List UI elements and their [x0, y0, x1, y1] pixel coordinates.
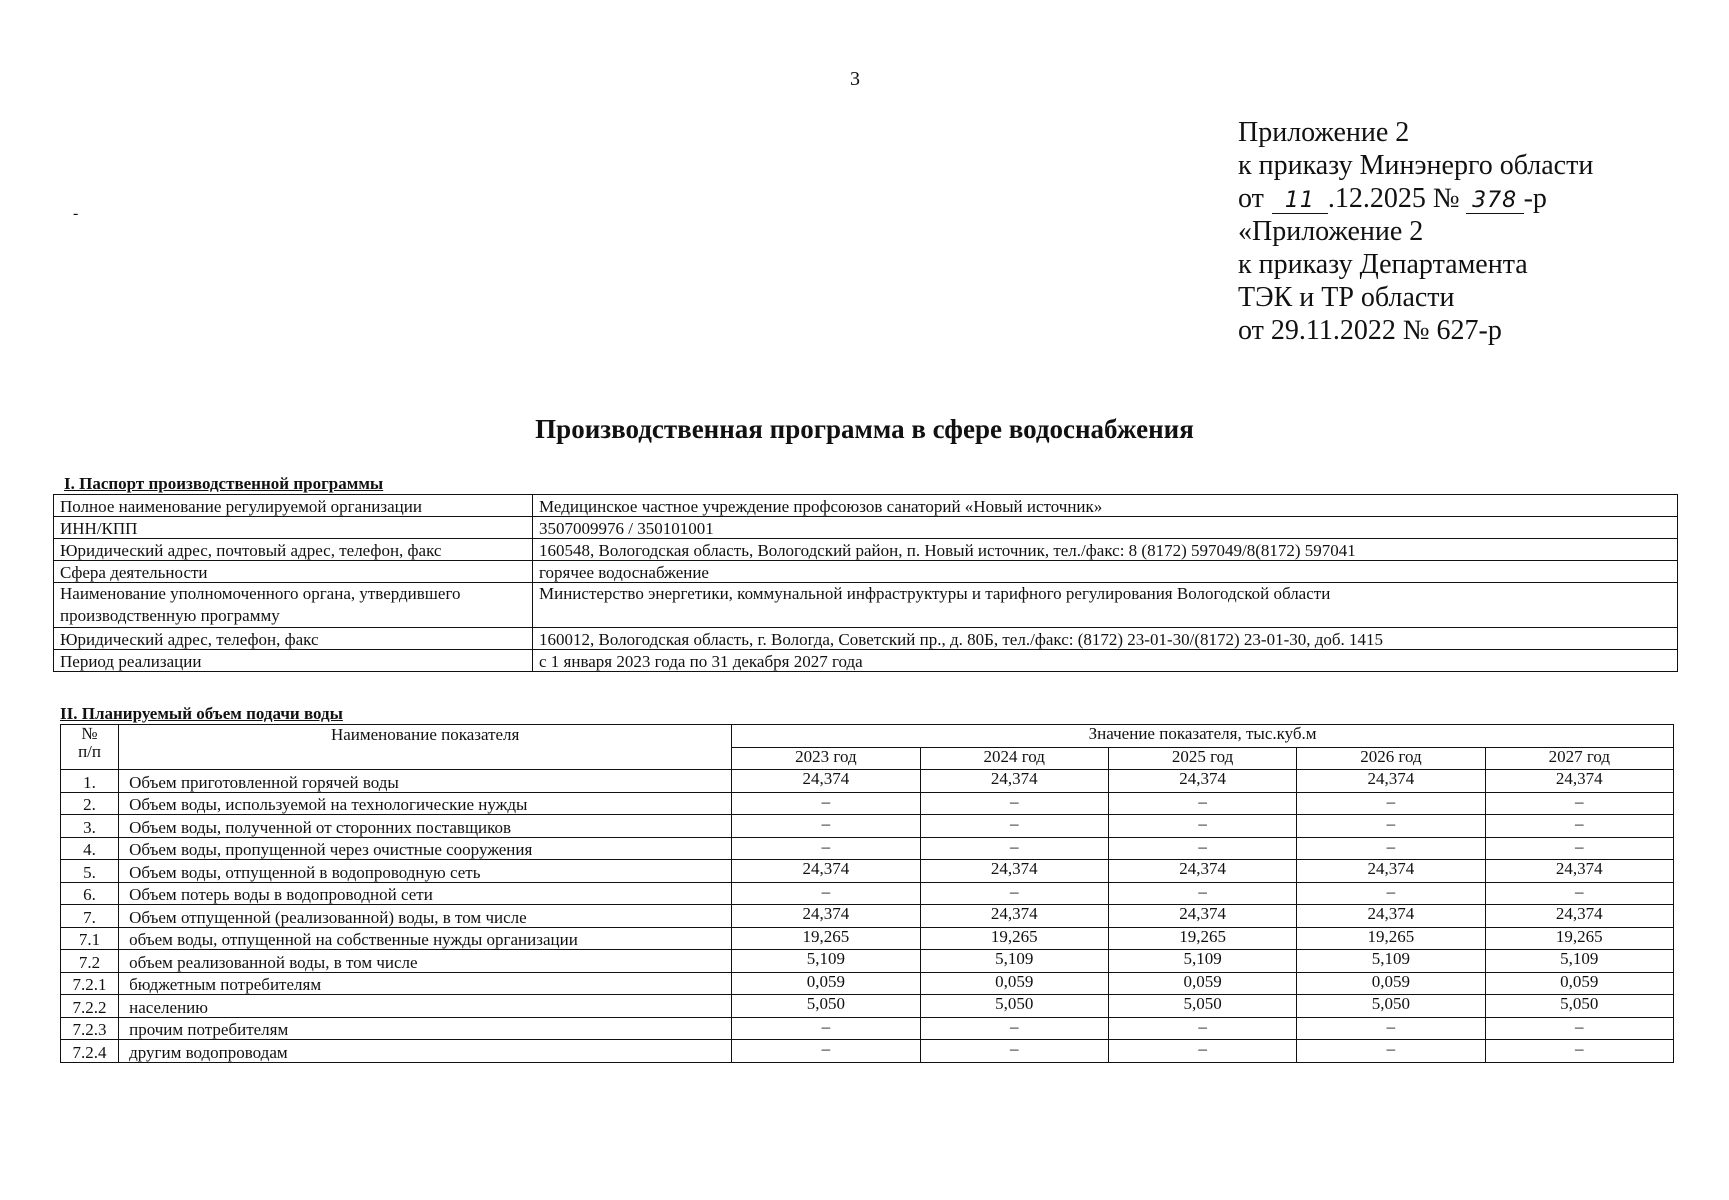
indicator-value: 24,374 [1297, 770, 1485, 793]
passport-table-body [54, 495, 1678, 672]
indicator-value: 24,374 [920, 860, 1108, 883]
indicator-value: 5,050 [1485, 995, 1673, 1018]
passport-key: Юридический адрес, телефон, факс [54, 628, 533, 650]
indicator-name: другим водопроводам [119, 1040, 732, 1063]
appendix-line-5: к приказу Департамента [1238, 249, 1528, 280]
document-title: Производственная программа в сфере водоснабжения [535, 414, 1194, 444]
passport-value: 3507009976 / 350101001 [533, 517, 1678, 539]
row-number: 7.2.3 [61, 1017, 119, 1040]
row-number: 7.1 [61, 927, 119, 950]
col-num-header [61, 725, 119, 770]
indicator-value: 19,265 [1108, 927, 1296, 950]
indicator-value: – [1108, 882, 1296, 905]
indicator-value: 24,374 [1485, 905, 1673, 928]
indicator-value: 24,374 [732, 770, 920, 793]
indicator-value: 19,265 [920, 927, 1108, 950]
appendix-line-4: «Приложение 2 [1238, 216, 1424, 247]
passport-key: Юридический адрес, почтовый адрес, телефон, факс [54, 539, 533, 561]
passport-value: с 1 января 2023 года по 31 декабря 2027 года [533, 650, 1678, 672]
passport-row [54, 583, 1678, 628]
indicator-value: 24,374 [732, 905, 920, 928]
indicator-value: – [732, 1017, 920, 1040]
section-1-heading: I. Паспорт производственной программы [64, 474, 384, 493]
indicator-value: – [1485, 1040, 1673, 1063]
indicator-value: 24,374 [1485, 770, 1673, 793]
indicator-value: – [1108, 1040, 1296, 1063]
indicator-value: 24,374 [1108, 770, 1296, 793]
indicator-value: 24,374 [1297, 905, 1485, 928]
passport-value: Медицинское частное учреждение профсоюзов санаторий «Новый источник» [533, 495, 1678, 517]
indicator-value: – [1297, 792, 1485, 815]
indicator-value: 5,109 [1297, 950, 1485, 973]
appendix-date-mid: .12.2025 № [1327, 183, 1460, 214]
table-row [61, 792, 1674, 815]
indicator-name: объем воды, отпущенной на собственные нужды организации [119, 927, 732, 950]
header-row-1 [61, 725, 1674, 748]
row-number: 6. [61, 882, 119, 905]
indicator-value: – [1297, 837, 1485, 860]
table-row [61, 837, 1674, 860]
indicator-value: – [1485, 882, 1673, 905]
appendix-line-6: ТЭК и ТР области [1238, 282, 1455, 313]
handwritten-day: 11 [1272, 189, 1328, 214]
indicator-value: – [920, 882, 1108, 905]
value-group-header: Значение показателя, тыс.куб.м [732, 725, 1674, 748]
table-row [61, 905, 1674, 928]
indicator-value: 5,109 [920, 950, 1108, 973]
indicator-name: объем реализованной воды, в том числе [119, 950, 732, 973]
table-row [61, 1017, 1674, 1040]
year-header: 2026 год [1297, 747, 1485, 770]
indicator-value: – [920, 837, 1108, 860]
appendix-date-prefix: от [1238, 183, 1264, 214]
section-2-heading: II. Планируемый объем подачи воды [60, 704, 343, 723]
indicator-value: 0,059 [920, 972, 1108, 995]
appendix-line-1: Приложение 2 [1238, 117, 1410, 148]
passport-row [54, 561, 1678, 583]
indicator-name: Объем воды, пропущенной через очистные сооружения [119, 837, 732, 860]
passport-key: Сфера деятельности [54, 561, 533, 583]
row-number: 7.2.4 [61, 1040, 119, 1063]
row-number: 1. [61, 770, 119, 793]
indicator-value: – [1108, 792, 1296, 815]
appendix-line-7: от 29.11.2022 № 627-р [1238, 315, 1502, 346]
indicator-value: 5,109 [732, 950, 920, 973]
appendix-line-3 [1238, 182, 1593, 215]
table-row [61, 770, 1674, 793]
page-number: 3 [850, 68, 860, 90]
indicator-value: 0,059 [1108, 972, 1296, 995]
indicator-value: – [1485, 792, 1673, 815]
indicator-value: 19,265 [1297, 927, 1485, 950]
indicator-value: 0,059 [732, 972, 920, 995]
passport-table [53, 494, 1678, 672]
indicator-value: – [920, 1040, 1108, 1063]
passport-key: Период реализации [54, 650, 533, 672]
indicator-name: Объем приготовленной горячей воды [119, 770, 732, 793]
passport-value: горячее водоснабжение [533, 561, 1678, 583]
col-num-header-line-2: п/п [78, 742, 101, 761]
appendix-date-suffix: -р [1523, 183, 1547, 214]
indicator-value: – [1485, 1017, 1673, 1040]
indicator-value: 0,059 [1297, 972, 1485, 995]
table-row [61, 950, 1674, 973]
table-row [61, 995, 1674, 1018]
water-volume-table-body [61, 770, 1674, 1063]
year-header: 2027 год [1485, 747, 1673, 770]
table-row [61, 972, 1674, 995]
indicator-value: – [1297, 1040, 1485, 1063]
indicator-value: – [732, 1040, 920, 1063]
passport-row [54, 517, 1678, 539]
passport-row [54, 539, 1678, 561]
indicator-value: 24,374 [1108, 905, 1296, 928]
passport-value: Министерство энергетики, коммунальной инфраструктуры и тарифного регулирования Вологодской области [533, 583, 1678, 628]
table-row [61, 860, 1674, 883]
row-number: 7.2 [61, 950, 119, 973]
row-number: 5. [61, 860, 119, 883]
indicator-value: – [1108, 837, 1296, 860]
indicator-name: Объем воды, используемой на технологические нужды [119, 792, 732, 815]
table-row [61, 1040, 1674, 1063]
indicator-value: – [1108, 1017, 1296, 1040]
row-number: 7.2.2 [61, 995, 119, 1018]
indicator-name: Объем потерь воды в водопроводной сети [119, 882, 732, 905]
appendix-block [1238, 116, 1593, 347]
handwritten-order-number: 378 [1466, 189, 1524, 214]
indicator-value: – [1297, 815, 1485, 838]
year-header: 2025 год [1108, 747, 1296, 770]
stray-mark: - [73, 205, 79, 222]
indicator-value: – [1485, 815, 1673, 838]
indicator-name: бюджетным потребителям [119, 972, 732, 995]
row-number: 2. [61, 792, 119, 815]
indicator-value: – [1297, 1017, 1485, 1040]
indicator-value: 24,374 [920, 770, 1108, 793]
passport-row [54, 495, 1678, 517]
indicator-value: 0,059 [1485, 972, 1673, 995]
indicator-value: – [920, 792, 1108, 815]
indicator-value: – [732, 815, 920, 838]
indicator-value: – [732, 792, 920, 815]
indicator-name: Объем воды, полученной от сторонних поставщиков [119, 815, 732, 838]
row-number: 7.2.1 [61, 972, 119, 995]
passport-row [54, 628, 1678, 650]
indicator-name: прочим потребителям [119, 1017, 732, 1040]
indicator-value: 5,109 [1485, 950, 1673, 973]
indicator-value: 24,374 [1485, 860, 1673, 883]
indicator-value: 19,265 [732, 927, 920, 950]
table-row [61, 882, 1674, 905]
indicator-value: 5,050 [1108, 995, 1296, 1018]
col-num-header-line-1: № [81, 724, 98, 743]
appendix-line-2: к приказу Минэнерго области [1238, 150, 1594, 181]
indicator-value: 5,050 [920, 995, 1108, 1018]
passport-row [54, 650, 1678, 672]
indicator-value: 24,374 [732, 860, 920, 883]
indicator-value: 5,050 [1297, 995, 1485, 1018]
indicator-value: – [920, 1017, 1108, 1040]
indicator-value: 5,109 [1108, 950, 1296, 973]
indicator-name: населению [119, 995, 732, 1018]
indicator-value: – [920, 815, 1108, 838]
indicator-value: 5,050 [732, 995, 920, 1018]
water-volume-table [60, 724, 1674, 1063]
indicator-name: Объем отпущенной (реализованной) воды, в том числе [119, 905, 732, 928]
passport-value: 160012, Вологодская область, г. Вологда, Советский пр., д. 80Б, тел./факс: (8172) 23-01-30/(8172) 23-01-30, доб. 1415 [533, 628, 1678, 650]
row-number: 4. [61, 837, 119, 860]
year-header: 2023 год [732, 747, 920, 770]
row-number: 3. [61, 815, 119, 838]
passport-key: ИНН/КПП [54, 517, 533, 539]
indicator-value: 24,374 [1108, 860, 1296, 883]
indicator-value: – [1485, 837, 1673, 860]
indicator-value: 19,265 [1485, 927, 1673, 950]
indicator-value: 24,374 [920, 905, 1108, 928]
col-name-header: Наименование показателя [119, 725, 732, 770]
row-number: 7. [61, 905, 119, 928]
indicator-value: – [1108, 815, 1296, 838]
indicator-value: 24,374 [1297, 860, 1485, 883]
passport-value: 160548, Вологодская область, Вологодский район, п. Новый источник, тел./факс: 8 (8172) 597049/8(8172) 597041 [533, 539, 1678, 561]
table-row [61, 927, 1674, 950]
indicator-value: – [1297, 882, 1485, 905]
indicator-value: – [732, 837, 920, 860]
indicator-name: Объем воды, отпущенной в водопроводную сеть [119, 860, 732, 883]
table-row [61, 815, 1674, 838]
year-header: 2024 год [920, 747, 1108, 770]
indicator-value: – [732, 882, 920, 905]
passport-key: Наименование уполномоченного органа, утвердившего производственную программу [54, 583, 533, 628]
passport-key: Полное наименование регулируемой организации [54, 495, 533, 517]
